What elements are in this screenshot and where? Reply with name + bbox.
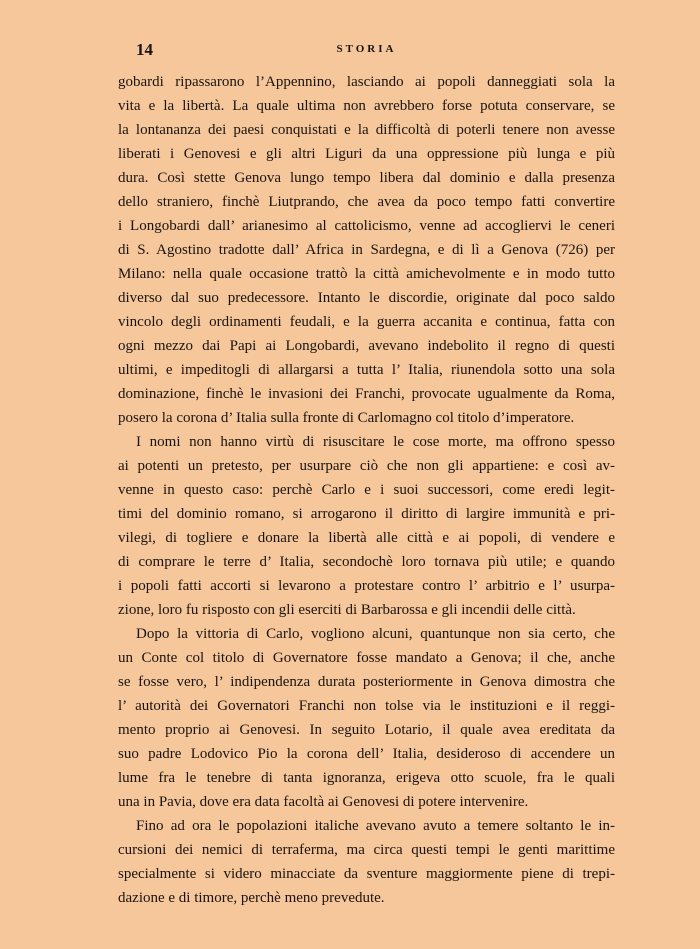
text-line: venne in questo caso: perchè Carlo e i suoi successori, come eredi legit- xyxy=(118,482,615,498)
text-line: I nomi non hanno virtù di risuscitare le cose morte, ma offrono spesso xyxy=(136,434,615,450)
running-head xyxy=(118,40,615,60)
text-line: diverso dal suo predecessore. Intanto le discordie, originate dal poco saldo xyxy=(118,290,615,306)
text-line: Fino ad ora le popolazioni italiche avevano avuto a temere soltanto le in- xyxy=(136,818,615,834)
text-line: liberati i Genovesi e gli altri Liguri da una oppressione più lunga e più xyxy=(118,146,615,162)
text-line: dello straniero, finchè Liutprando, che avea da poco tempo fatti convertire xyxy=(118,194,615,210)
text-line: posero la corona d’ Italia sulla fronte di Carlomagno col titolo d’imperatore. xyxy=(118,410,575,426)
text-line: lume fra le tenebre di tanta ignoranza, erigeva otto scuole, fra le quali xyxy=(118,770,615,786)
text-line: vita e la libertà. La quale ultima non avrebbero forse potuta conservare, se xyxy=(118,98,615,114)
text-line: vincolo degli ordinamenti feudali, e la guerra accanita e continua, fatta con xyxy=(118,314,615,330)
text-line: se fosse vero, l’ indipendenza durata posteriormente in Genova dimostra che xyxy=(118,674,615,690)
text-line: gobardi ripassarono l’Appennino, lasciando ai popoli danneggiati sola la xyxy=(118,74,615,90)
text-line: ultimi, e impeditogli di allargarsi a tutta l’ Italia, riunendola sotto una sola xyxy=(118,362,615,378)
text-line: di comprare le terre d’ Italia, secondochè loro tornava più utile; e quando xyxy=(118,554,615,570)
paragraph xyxy=(118,622,615,814)
text-line: un Conte col titolo di Governatore fosse mandato a Genova; il che, anche xyxy=(118,650,615,666)
text-line: cursioni dei nemici di terraferma, ma circa questi tempi le genti marittime xyxy=(118,842,615,858)
paragraph xyxy=(118,70,615,430)
text-line: di S. Agostino tradotte dall’ Africa in Sardegna, e di lì a Genova (726) per xyxy=(118,242,615,258)
text-line: ai potenti un pretesto, per usurpare ciò che non gli appartiene: e così av- xyxy=(118,458,615,474)
text-line: vilegi, di togliere e donare la libertà alle città e ai popoli, di vendere e xyxy=(118,530,615,546)
running-title: STORIA xyxy=(336,43,397,55)
text-line: la lontananza dei paesi conquistati e la difficoltà di poterli tenere non avesse xyxy=(118,122,615,138)
text-line: l’ autorità dei Governatori Franchi non tolse via le instituzioni e il reggi- xyxy=(118,698,615,714)
paragraph xyxy=(118,430,615,622)
text-line: i popoli fatti accorti si levarono a protestare contro l’ arbitrio e l’ usurpa- xyxy=(118,578,615,594)
text-line: mento proprio ai Genovesi. In seguito Lotario, il quale avea ereditata da xyxy=(118,722,615,738)
text-line: dazione e di timore, perchè meno prevedute. xyxy=(118,890,385,906)
text-line: dura. Così stette Genova lungo tempo libera dal dominio e dalla presenza xyxy=(118,170,615,186)
text-line: i Longobardi dall’ arianesimo al cattolicismo, venne ad accogliervi le ceneri xyxy=(118,218,615,234)
page-number: 14 xyxy=(136,40,153,59)
text-line: suo padre Lodovico Pio la corona dell’ Italia, desideroso di accendere un xyxy=(118,746,615,762)
text-line: ogni mezzo dai Papi ai Longobardi, avevano indebolito il regno di questi xyxy=(118,338,615,354)
text-line: una in Pavia, dove era data facoltà ai Genovesi di potere intervenire. xyxy=(118,794,529,810)
text-body xyxy=(118,70,615,910)
text-line: zione, loro fu risposto con gli eserciti di Barbarossa e gli incendii delle città. xyxy=(118,602,576,618)
text-line: Dopo la vittoria di Carlo, vogliono alcuni, quantunque non sia certo, che xyxy=(136,626,615,642)
text-line: timi del dominio romano, si arrogarono il diritto di largire immunità e pri- xyxy=(118,506,615,522)
text-line: dominazione, finchè le invasioni dei Franchi, provocate ugualmente da Roma, xyxy=(118,386,615,402)
text-line: Milano: nella quale occasione trattò la città amichevolmente e in modo tutto xyxy=(118,266,615,282)
text-line: specialmente si videro minacciate da sventure maggiormente piene di trepi- xyxy=(118,866,615,882)
paragraph xyxy=(118,814,615,910)
